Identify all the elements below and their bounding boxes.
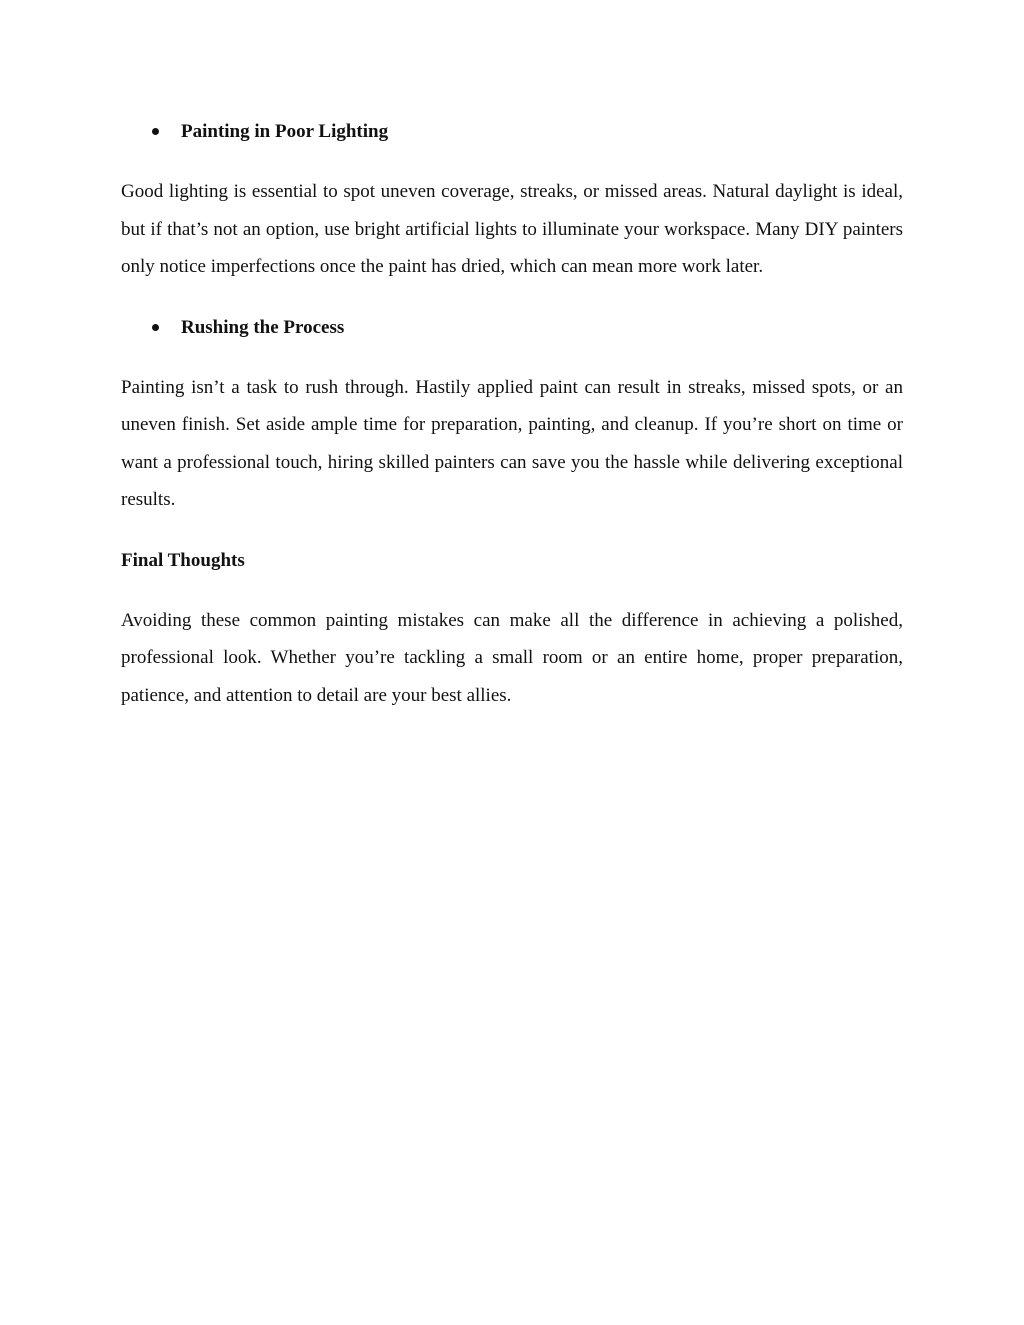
heading-text: Painting in Poor Lighting — [181, 121, 389, 142]
bullet-icon — [152, 128, 159, 135]
bullet-heading-rushing — [121, 309, 903, 347]
paragraph-rushing: Painting isn’t a task to rush through. Hastily applied paint can result in streaks, missed spots, or an uneven finish. Set aside ample time for preparation, painting, and cleanup. If you’re short on time or want a professional touch, hiring skilled painters can save you the hassle while delivering exceptional results. — [121, 376, 903, 510]
paragraph-poor-lighting: Good lighting is essential to spot uneven coverage, streaks, or missed areas. Natural daylight is ideal, but if that’s not an option, use bright artificial lights to illuminate your workspace. Many DIY painters only notice imperfections once the paint has dried, which can mean more work later. — [121, 181, 903, 277]
section-heading-final-thoughts: Final Thoughts — [121, 549, 245, 571]
paragraph-final-thoughts: Avoiding these common painting mistakes can make all the difference in achieving a polished, professional look. Whether you’re tackling a small room or an entire home, proper preparation, patience, and attention to detail are your best allies. — [121, 609, 903, 706]
heading-text: Rushing the Process — [181, 316, 345, 338]
bullet-heading-poor-lighting — [121, 113, 903, 151]
bullet-icon — [152, 324, 159, 331]
document-body — [121, 113, 903, 737]
